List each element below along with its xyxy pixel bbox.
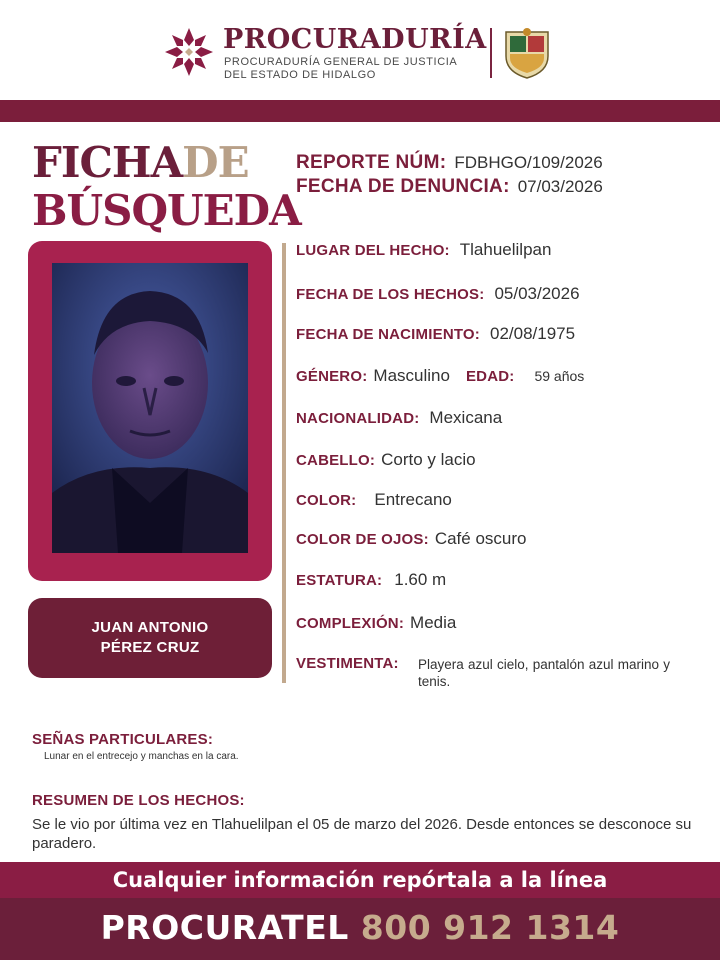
field-color-label: COLOR: [296,492,357,509]
field-nacimiento-label: FECHA DE NACIMIENTO: [296,326,480,343]
field-vestimenta-label: VESTIMENTA: [296,655,399,672]
title-word-ficha: FICHA [32,138,183,187]
field-estatura-label: ESTATURA: [296,572,383,589]
report-number-label: REPORTE NÚM: [296,152,447,173]
field-complexion-value: Media [410,613,457,632]
brand-title: PROCURADURÍA [223,24,487,55]
senas-text: Lunar en el entrecejo y manchas en la cara. [44,751,239,762]
field-ojos-label: COLOR DE OJOS: [296,531,429,548]
brand-subtitle-line2: DEL ESTADO DE HIDALGO [224,69,376,81]
field-nacionalidad-value: Mexicana [429,408,503,427]
brand-subtitle [224,56,457,82]
vertical-divider [282,243,286,683]
report-number-row [296,152,603,174]
person-photo [52,263,248,553]
field-nacimiento [296,324,575,344]
procuratel-label: PROCURATEL [100,908,349,947]
field-cabello-value: Corto y lacio [381,450,476,469]
field-edad-value: 59 años [534,368,585,384]
field-color-value: Entrecano [374,490,452,509]
report-date-row [296,176,603,198]
title-ficha-de [32,140,249,186]
resumen-text: Se le vio por última vez en Tlahuelilpan el 05 de marzo del 2026. Desde entonces se desconoce su paradero. [32,816,692,852]
field-estatura-value: 1.60 m [394,570,447,589]
field-color [296,490,452,510]
senas-label: SEÑAS PARTICULARES: [32,731,214,748]
person-name-line2: PÉREZ CRUZ [100,639,200,656]
field-cabello-label: CABELLO: [296,452,376,469]
field-fecha-hechos [296,284,580,304]
hotline-phone: 800 912 1314 [360,908,620,947]
field-complexion-label: COMPLEXIÓN: [296,615,405,632]
field-lugar [296,240,551,260]
header [0,0,720,100]
person-name-line1: JUAN ANTONIO [91,619,209,636]
field-genero-label: GÉNERO: [296,368,368,385]
report-date-label: FECHA DE DENUNCIA: [296,176,510,197]
field-edad-label: EDAD: [465,368,515,385]
field-ojos [296,529,526,549]
field-fecha-hechos-value: 05/03/2026 [494,284,580,303]
person-photo-illustration [52,263,248,553]
info-band: Cualquier información repórtala a la línea [0,862,720,898]
field-complexion [296,613,456,633]
field-cabello [296,450,476,470]
field-lugar-value: Tlahuelilpan [459,240,552,259]
title-busqueda: BÚSQUEDA [32,186,301,235]
top-band [0,100,720,122]
field-nacimiento-value: 02/08/1975 [490,324,576,343]
header-divider [490,28,492,78]
field-genero-value: Masculino [373,366,450,385]
field-nacionalidad-label: NACIONALIDAD: [296,410,420,427]
person-name-box [28,598,272,678]
hotline-band [0,898,720,960]
report-number-value: FDBHGO/109/2026 [454,153,603,172]
field-lugar-label: LUGAR DEL HECHO: [296,242,450,259]
field-vestimenta-value: Playera azul cielo, pantalón azul marino y tenis. [418,657,670,689]
field-nacionalidad [296,408,502,428]
resumen-label: RESUMEN DE LOS HECHOS: [32,792,245,809]
field-ojos-value: Café oscuro [434,529,527,548]
procuraduria-logo-icon [163,26,215,78]
field-vestimenta [296,655,399,673]
field-estatura [296,570,446,590]
state-seal-icon [500,26,554,82]
title-word-de: DE [182,138,249,187]
report-date-value: 07/03/2026 [517,177,603,196]
brand-subtitle-line1: PROCURADURÍA GENERAL DE JUSTICIA [224,56,458,68]
field-genero-edad [296,366,584,386]
field-fecha-hechos-label: FECHA DE LOS HECHOS: [296,286,485,303]
